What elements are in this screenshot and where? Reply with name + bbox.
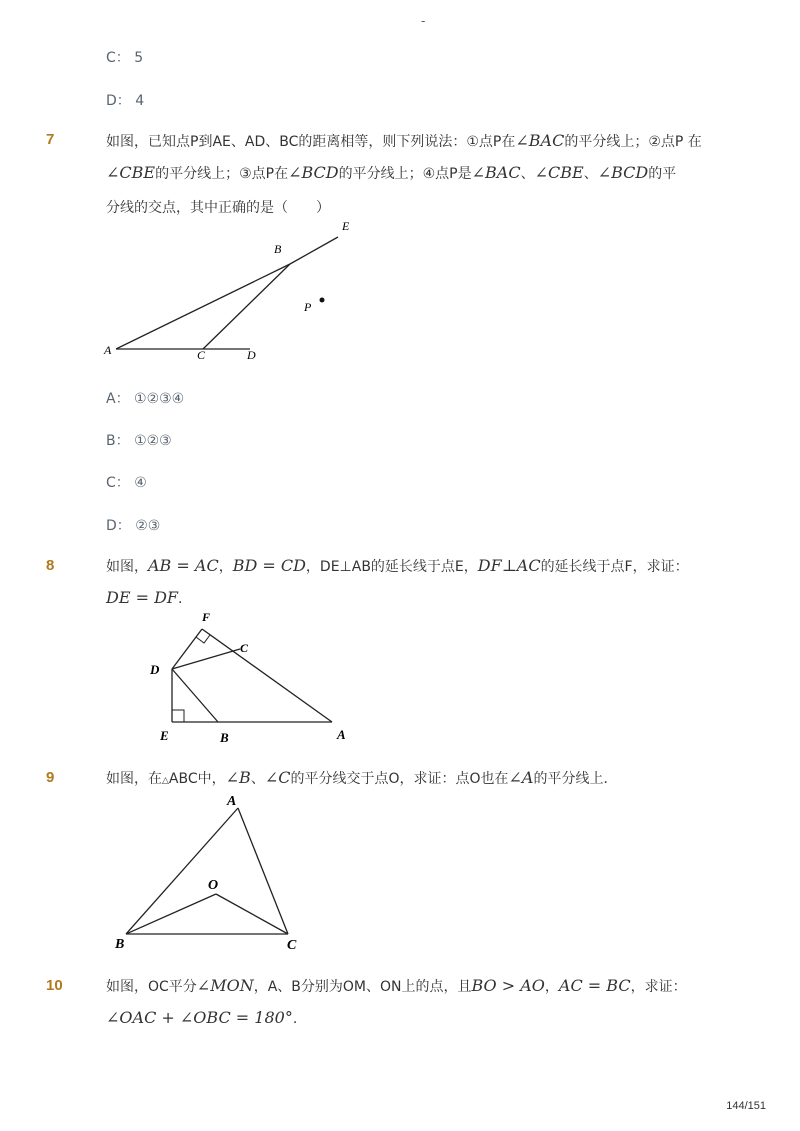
math: ∠BAC [471, 163, 521, 182]
text: 的平分线交于点O，求证：点O也在 [290, 771, 509, 787]
text: 的平分线上． [533, 771, 618, 787]
segment-bo [126, 894, 216, 934]
math: AC = BC [558, 976, 631, 995]
label-a: A [337, 727, 346, 742]
math: ∠A [508, 768, 534, 787]
text: . [178, 591, 183, 607]
label-d: D [150, 662, 160, 677]
segment-dc [172, 649, 240, 669]
text: 的延长线于点F，求证： [540, 559, 689, 575]
ray-be [290, 237, 338, 264]
text: ，DE⊥AB的延长线于点E， [305, 559, 478, 575]
label-c: C [197, 348, 206, 362]
option-text: 5 [134, 50, 144, 66]
q7-figure [100, 215, 370, 365]
math: AB = AC [148, 556, 219, 575]
math: ∠C [264, 768, 291, 787]
right-angle-f [196, 635, 210, 643]
option-label: C： [106, 50, 130, 66]
q9-line-1 [106, 768, 617, 788]
segment-ab [116, 264, 290, 349]
label-b: B [115, 937, 125, 952]
text: 、 [583, 166, 598, 182]
question-number-7: 7 [46, 131, 55, 148]
text: 如图， [106, 559, 148, 575]
option-text: ②③ [135, 518, 161, 534]
segment-bc [203, 264, 290, 349]
label-p: P [304, 300, 312, 314]
math: BO > AO [471, 976, 545, 995]
page-number: 144/151 [726, 1100, 766, 1112]
text: 的平分线上；③点P在 [155, 166, 289, 182]
option-text: ④ [134, 475, 147, 491]
segment-ab [126, 808, 238, 934]
question-number-10: 10 [46, 977, 63, 994]
q8-line-2 [106, 588, 182, 607]
text: 、 [250, 771, 265, 787]
q10-line-2 [106, 1008, 297, 1027]
option-label: C： [106, 475, 130, 491]
text: ，求证： [630, 979, 687, 995]
q9-figure [105, 790, 320, 960]
segment-df [172, 629, 202, 669]
text: 的平分线上；④点P是 [338, 166, 472, 182]
label-c: C [240, 641, 249, 655]
math: ∠MON [196, 976, 254, 995]
text: ， [218, 559, 233, 575]
text: 的平 [648, 166, 677, 182]
label-b: B [220, 730, 229, 745]
math: DF⊥AC [477, 556, 541, 575]
label-a: A [104, 343, 112, 357]
q7-option-c [106, 472, 147, 492]
label-b: B [274, 242, 282, 256]
label-a: A [227, 794, 237, 809]
point-p [320, 298, 325, 303]
segment-fa [202, 629, 332, 722]
q8-line-1 [106, 556, 689, 576]
segment-db [172, 669, 218, 722]
label-e: E [160, 728, 169, 743]
math: BD = CD [232, 556, 306, 575]
q7-option-a [106, 388, 184, 408]
option-text: 4 [135, 93, 145, 109]
text: ， [544, 979, 559, 995]
q7-option-d [106, 515, 160, 535]
q7-option-b [106, 430, 172, 450]
q8-figure [140, 608, 360, 748]
text: 、 [520, 166, 535, 182]
right-angle-e [172, 710, 184, 722]
math: ∠CBE [534, 163, 584, 182]
math: ∠CBE [106, 163, 156, 182]
text: 的平分线上；②点P 在 [564, 134, 702, 150]
text: 如图，OC平分 [106, 979, 197, 995]
math: DE = DF [106, 588, 179, 607]
segment-oc [216, 894, 288, 934]
math: ∠B [225, 768, 251, 787]
question-number-8: 8 [46, 557, 55, 574]
option-c-prev [106, 47, 143, 67]
text: ，A、B分别为OM、ON上的点，且 [253, 979, 472, 995]
text: 如图，已知点P到AE、AD、BC的距离相等，则下列说法：①点P在 [106, 134, 516, 150]
math: ∠BCD [288, 163, 339, 182]
math: ∠OAC + ∠OBC = 180° [106, 1008, 293, 1027]
q7-line-3: 分线的交点，其中正确的是（ ） [106, 200, 330, 216]
option-label: A： [106, 391, 130, 407]
top-mark: - [421, 14, 426, 28]
math: ∠BAC [515, 131, 565, 150]
math: ∠BCD [597, 163, 649, 182]
option-label: B： [106, 433, 130, 449]
label-o: O [208, 878, 219, 893]
label-d: D [247, 348, 256, 362]
triangle-symbol: △ [162, 776, 169, 786]
q7-line-2 [106, 163, 676, 183]
text: ABC中， [168, 771, 226, 787]
option-text: ①②③④ [134, 391, 185, 407]
segment-ac [238, 808, 288, 934]
question-number-9: 9 [46, 769, 55, 786]
q7-line-1 [106, 131, 702, 151]
q10-line-1 [106, 976, 687, 996]
label-e: E [342, 219, 350, 233]
option-text: ①②③ [134, 433, 172, 449]
label-c: C [287, 938, 297, 953]
option-d-prev [106, 90, 144, 110]
text: 如图，在 [106, 771, 162, 787]
option-label: D： [106, 518, 131, 534]
text: . [292, 1011, 298, 1027]
option-label: D： [106, 93, 131, 109]
label-f: F [202, 610, 211, 624]
